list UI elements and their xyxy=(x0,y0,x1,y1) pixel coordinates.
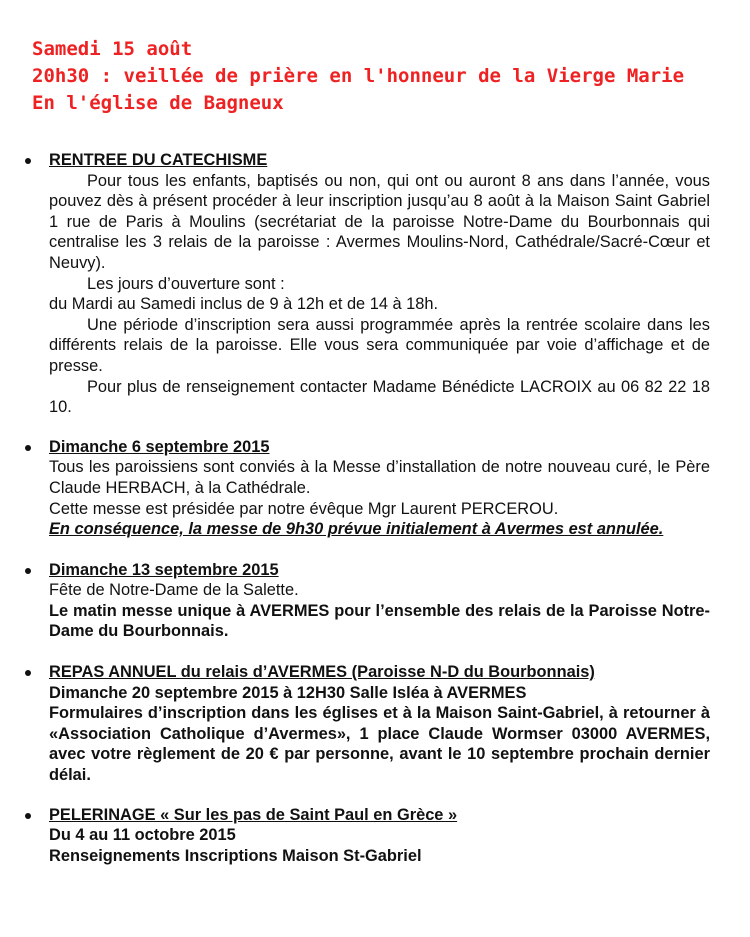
section-title: REPAS ANNUEL du relais d’AVERMES (Paroisse N-D du Bourbonnais) xyxy=(49,663,595,682)
section-pelerinage xyxy=(0,805,750,867)
bullet-icon xyxy=(25,158,31,164)
section-title: RENTREE DU CATECHISME xyxy=(49,151,268,169)
section-repas-annuel xyxy=(0,662,750,786)
event-header xyxy=(32,36,742,117)
paragraph: Pour tous les enfants, baptisés ou non, qui ont ou auront 8 ans dans l’année, vous pouvez dès à présent procéder à leur inscription jusqu’au 8 août à la Maison Saint Gabriel 1 rue de Paris à Moulins (secrétariat de la paroisse Notre-Dame du Bourbonnais qui centralise les 3 relais de la paroisse : Avermes Moulins-Nord, Cathédrale/Sacré-Cœur et Neuvy). xyxy=(49,171,710,272)
paragraph: Fête de Notre-Dame de la Salette. xyxy=(49,581,299,600)
paragraph: Du 4 au 11 octobre 2015 xyxy=(49,826,236,845)
paragraph: Tous les paroissiens sont conviés à la Messe d’installation de notre nouveau curé, le Père Claude HERBACH, à la Cathédrale. xyxy=(49,458,710,497)
bullet-icon xyxy=(25,445,31,451)
paragraph: Le matin messe unique à AVERMES pour l’ensemble des relais de la Paroisse Notre-Dame du Bourbonnais. xyxy=(49,601,710,641)
announcements-list xyxy=(0,150,750,866)
paragraph: Une période d’inscription sera aussi programmée après la rentrée scolaire dans les différents relais de la paroisse. Elle vous sera communiquée par voie d’affichage et de presse. xyxy=(49,315,710,375)
paragraph: Pour plus de renseignement contacter Madame Bénédicte LACROIX au 06 82 22 18 10. xyxy=(49,377,710,417)
paragraph: Renseignements Inscriptions Maison St-Gabriel xyxy=(49,846,422,865)
paragraph: Formulaires d’inscription dans les églises et à la Maison Saint-Gabriel, à retourner à «Association Catholique d’Avermes», 1 place Claude Wormser 03000 AVERMES, avec votre règlement de 20 € par personne, avant le 10 septembre prochain dernier délai. xyxy=(49,704,710,785)
header-date: Samedi 15 août xyxy=(32,38,193,60)
bullet-icon xyxy=(25,813,31,819)
section-dimanche-6-septembre xyxy=(0,437,750,540)
section-catechisme xyxy=(0,150,750,418)
paragraph: du Mardi au Samedi inclus de 9 à 12h et de 14 à 18h. xyxy=(49,295,439,314)
header-location: En l'église de Bagneux xyxy=(32,92,284,114)
section-title: Dimanche 6 septembre 2015 xyxy=(49,437,270,456)
header-event: 20h30 : veillée de prière en l'honneur de la Vierge Marie xyxy=(32,65,685,87)
section-title: PELERINAGE « Sur les pas de Saint Paul en Grèce » xyxy=(49,805,458,824)
section-dimanche-13-septembre xyxy=(0,560,750,642)
paragraph: Cette messe est présidée par notre évêque Mgr Laurent PERCEROU. xyxy=(49,499,559,518)
section-title: Dimanche 13 septembre 2015 xyxy=(49,560,279,579)
bullet-icon xyxy=(25,670,31,676)
paragraph: Dimanche 20 septembre 2015 à 12H30 Salle Isléa à AVERMES xyxy=(49,683,527,702)
paragraph: Les jours d’ouverture sont : xyxy=(87,274,285,293)
cancellation-notice: En conséquence, la messe de 9h30 prévue initialement à Avermes est annulée. xyxy=(49,520,664,539)
bullet-icon xyxy=(25,568,31,574)
